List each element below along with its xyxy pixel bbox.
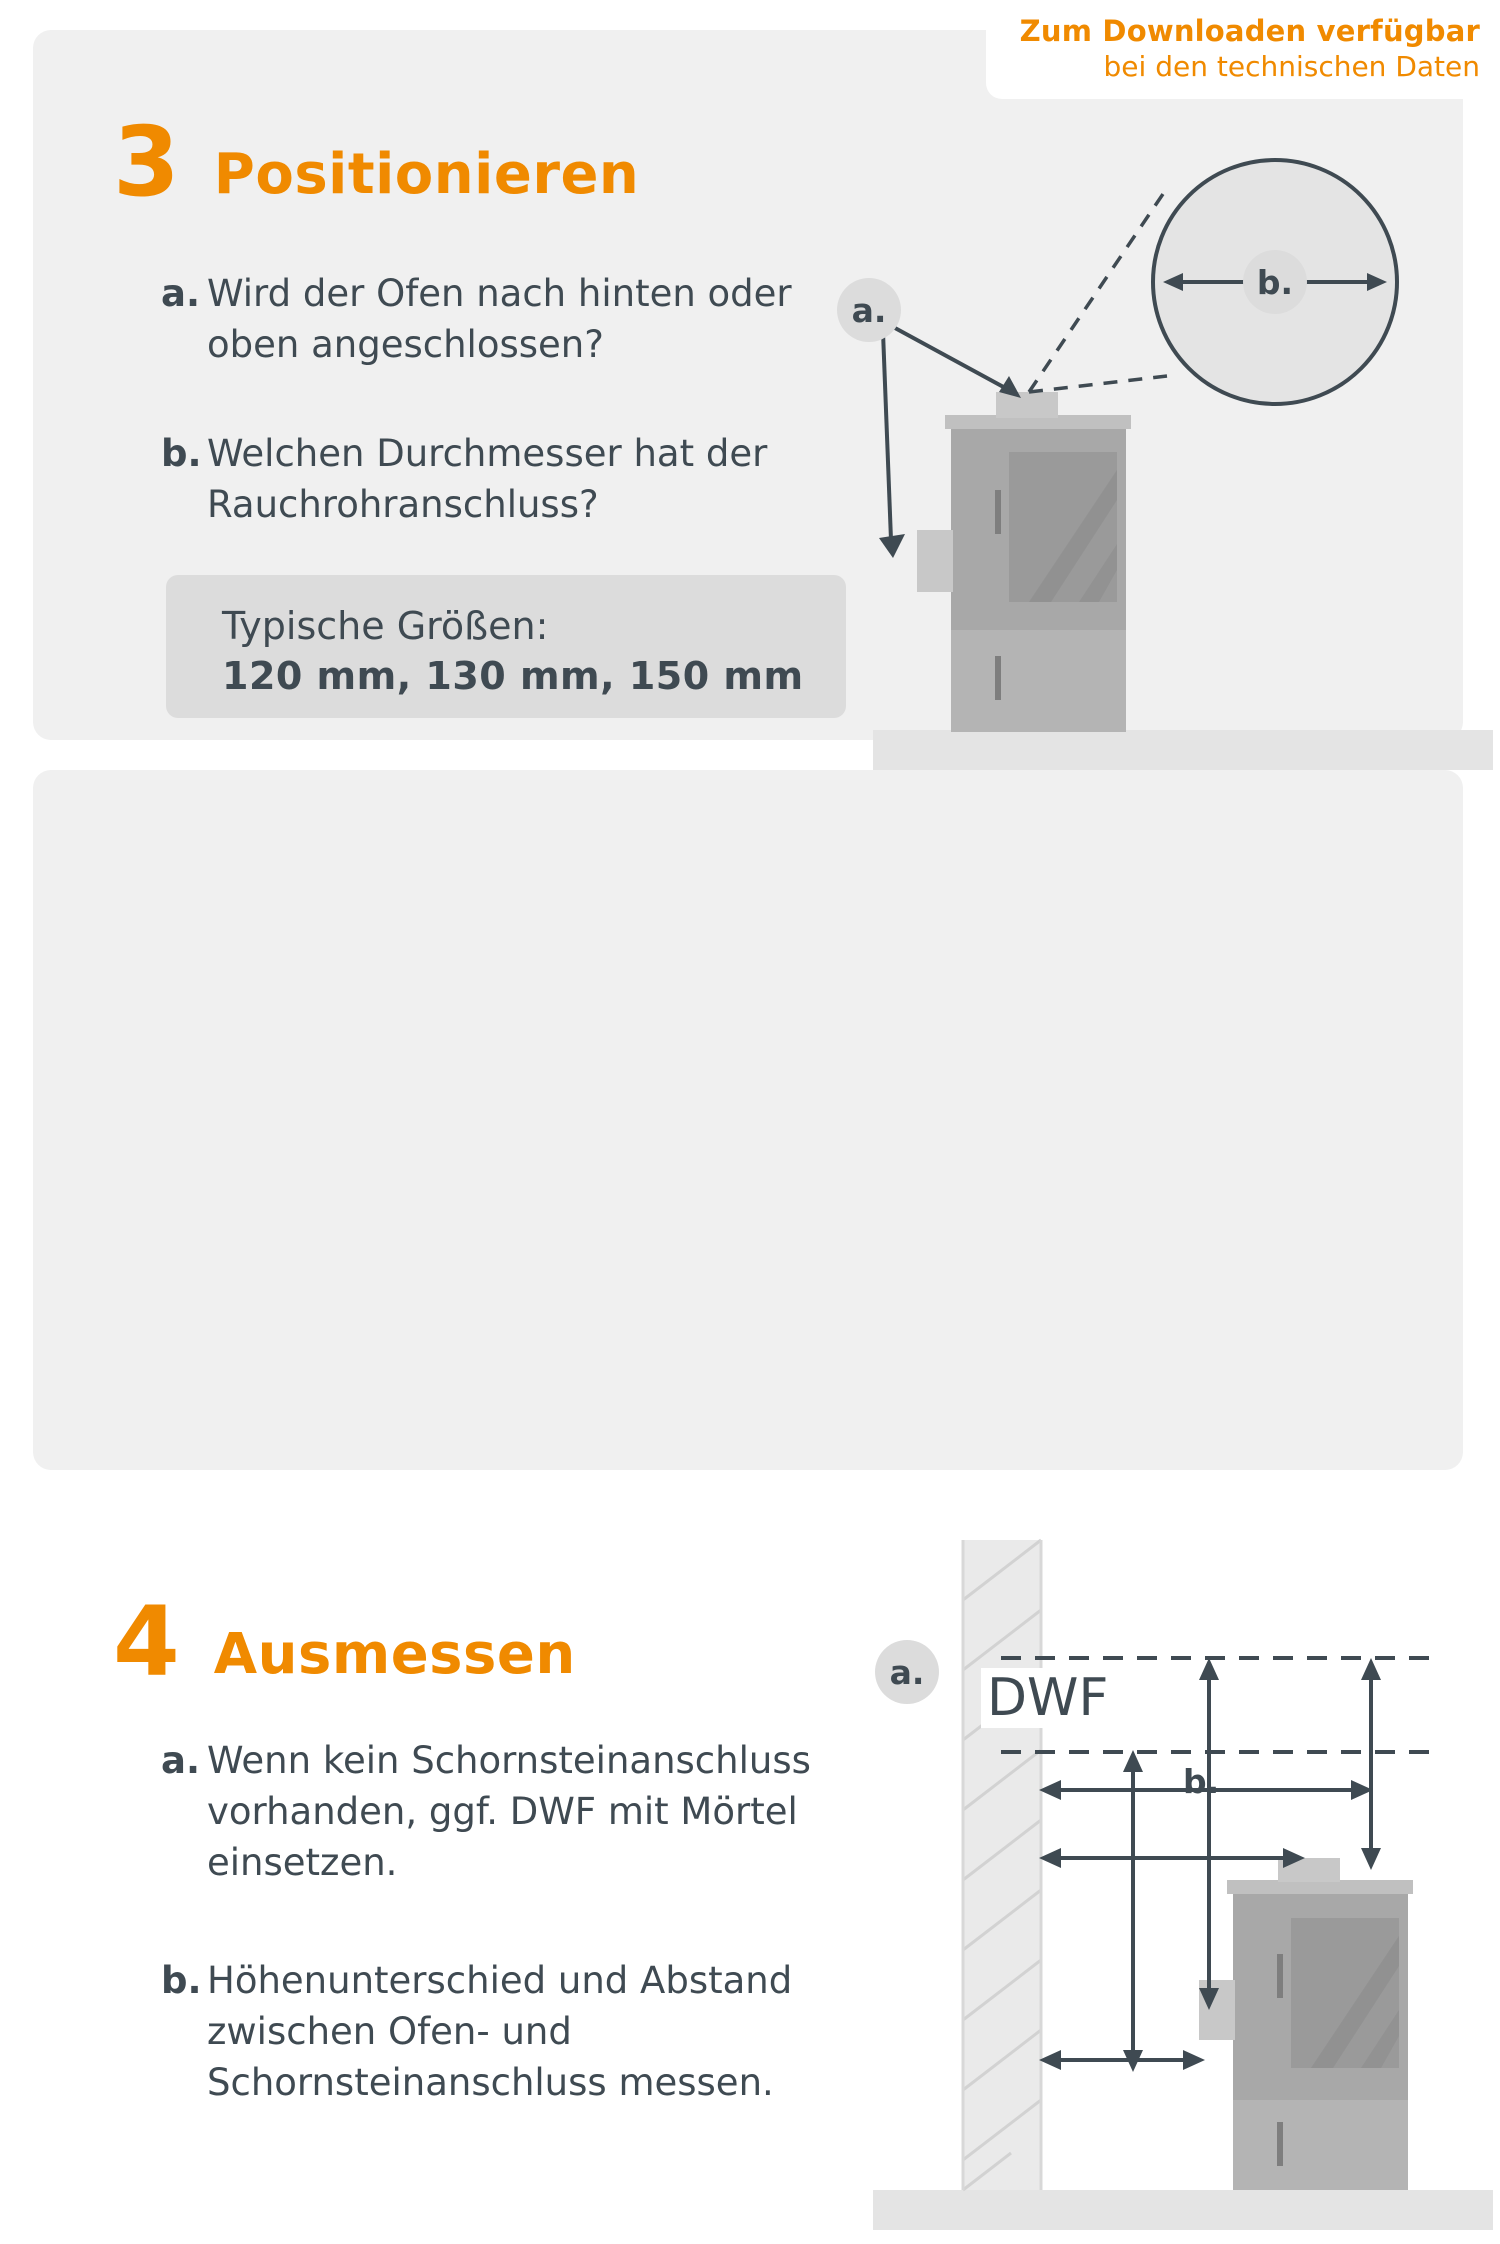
step-4-item-a-marker: a.	[161, 1739, 201, 1782]
step-3-heading	[113, 106, 640, 218]
step-3-item-a-text: Wird der Ofen nach hinten oder oben angeschlossen?	[207, 272, 792, 366]
typical-sizes-values: 120 mm, 130 mm, 150 mm	[222, 654, 804, 698]
download-badge-line2: bei den technischen Daten	[1103, 50, 1480, 83]
step-3-item-b-marker: b.	[161, 432, 202, 475]
step-4-heading	[113, 1586, 576, 1698]
step-4-item-a-text: Wenn kein Schornsteinanschluss vorhanden, ggf. DWF mit Mörtel einsetzen.	[207, 1739, 811, 1884]
step-card-3	[33, 30, 1463, 740]
label-a-step4: a.	[875, 1640, 939, 1704]
download-badge	[986, 0, 1500, 99]
label-b-step3: b.	[1243, 250, 1307, 314]
step-3-item-b	[161, 428, 801, 530]
step-4-title: Ausmessen	[213, 1622, 576, 1687]
step-4-item-b-marker: b.	[161, 1959, 202, 2002]
illustration-positionieren	[833, 70, 1493, 770]
step-3-item-a	[161, 268, 801, 370]
step-4-item-a	[161, 1735, 901, 1888]
illustration-ausmessen	[833, 1540, 1493, 2240]
download-badge-line1: Zum Downloaden verfügbar	[1019, 14, 1480, 48]
typical-sizes-label: Typische Größen:	[222, 604, 549, 648]
step-3-item-b-text: Welchen Durchmesser hat der Rauchrohranschluss?	[207, 432, 768, 526]
step-4-item-b	[161, 1955, 901, 2108]
step-4-item-b-text: Höhenunterschied und Abstand zwischen Ofen- und Schornsteinanschluss messen.	[207, 1959, 793, 2104]
label-b-step4: b.	[1183, 1762, 1220, 1801]
step-3-number: 3	[113, 106, 180, 218]
step-3-title: Positionieren	[213, 142, 640, 207]
step-3-item-a-marker: a.	[161, 272, 201, 315]
chimney-dwf-label: DWF	[981, 1668, 1114, 1728]
step-4-number: 4	[113, 1586, 180, 1698]
label-a-step3: a.	[837, 278, 901, 342]
step-card-4	[33, 770, 1463, 2104]
typical-sizes-note	[166, 575, 846, 718]
